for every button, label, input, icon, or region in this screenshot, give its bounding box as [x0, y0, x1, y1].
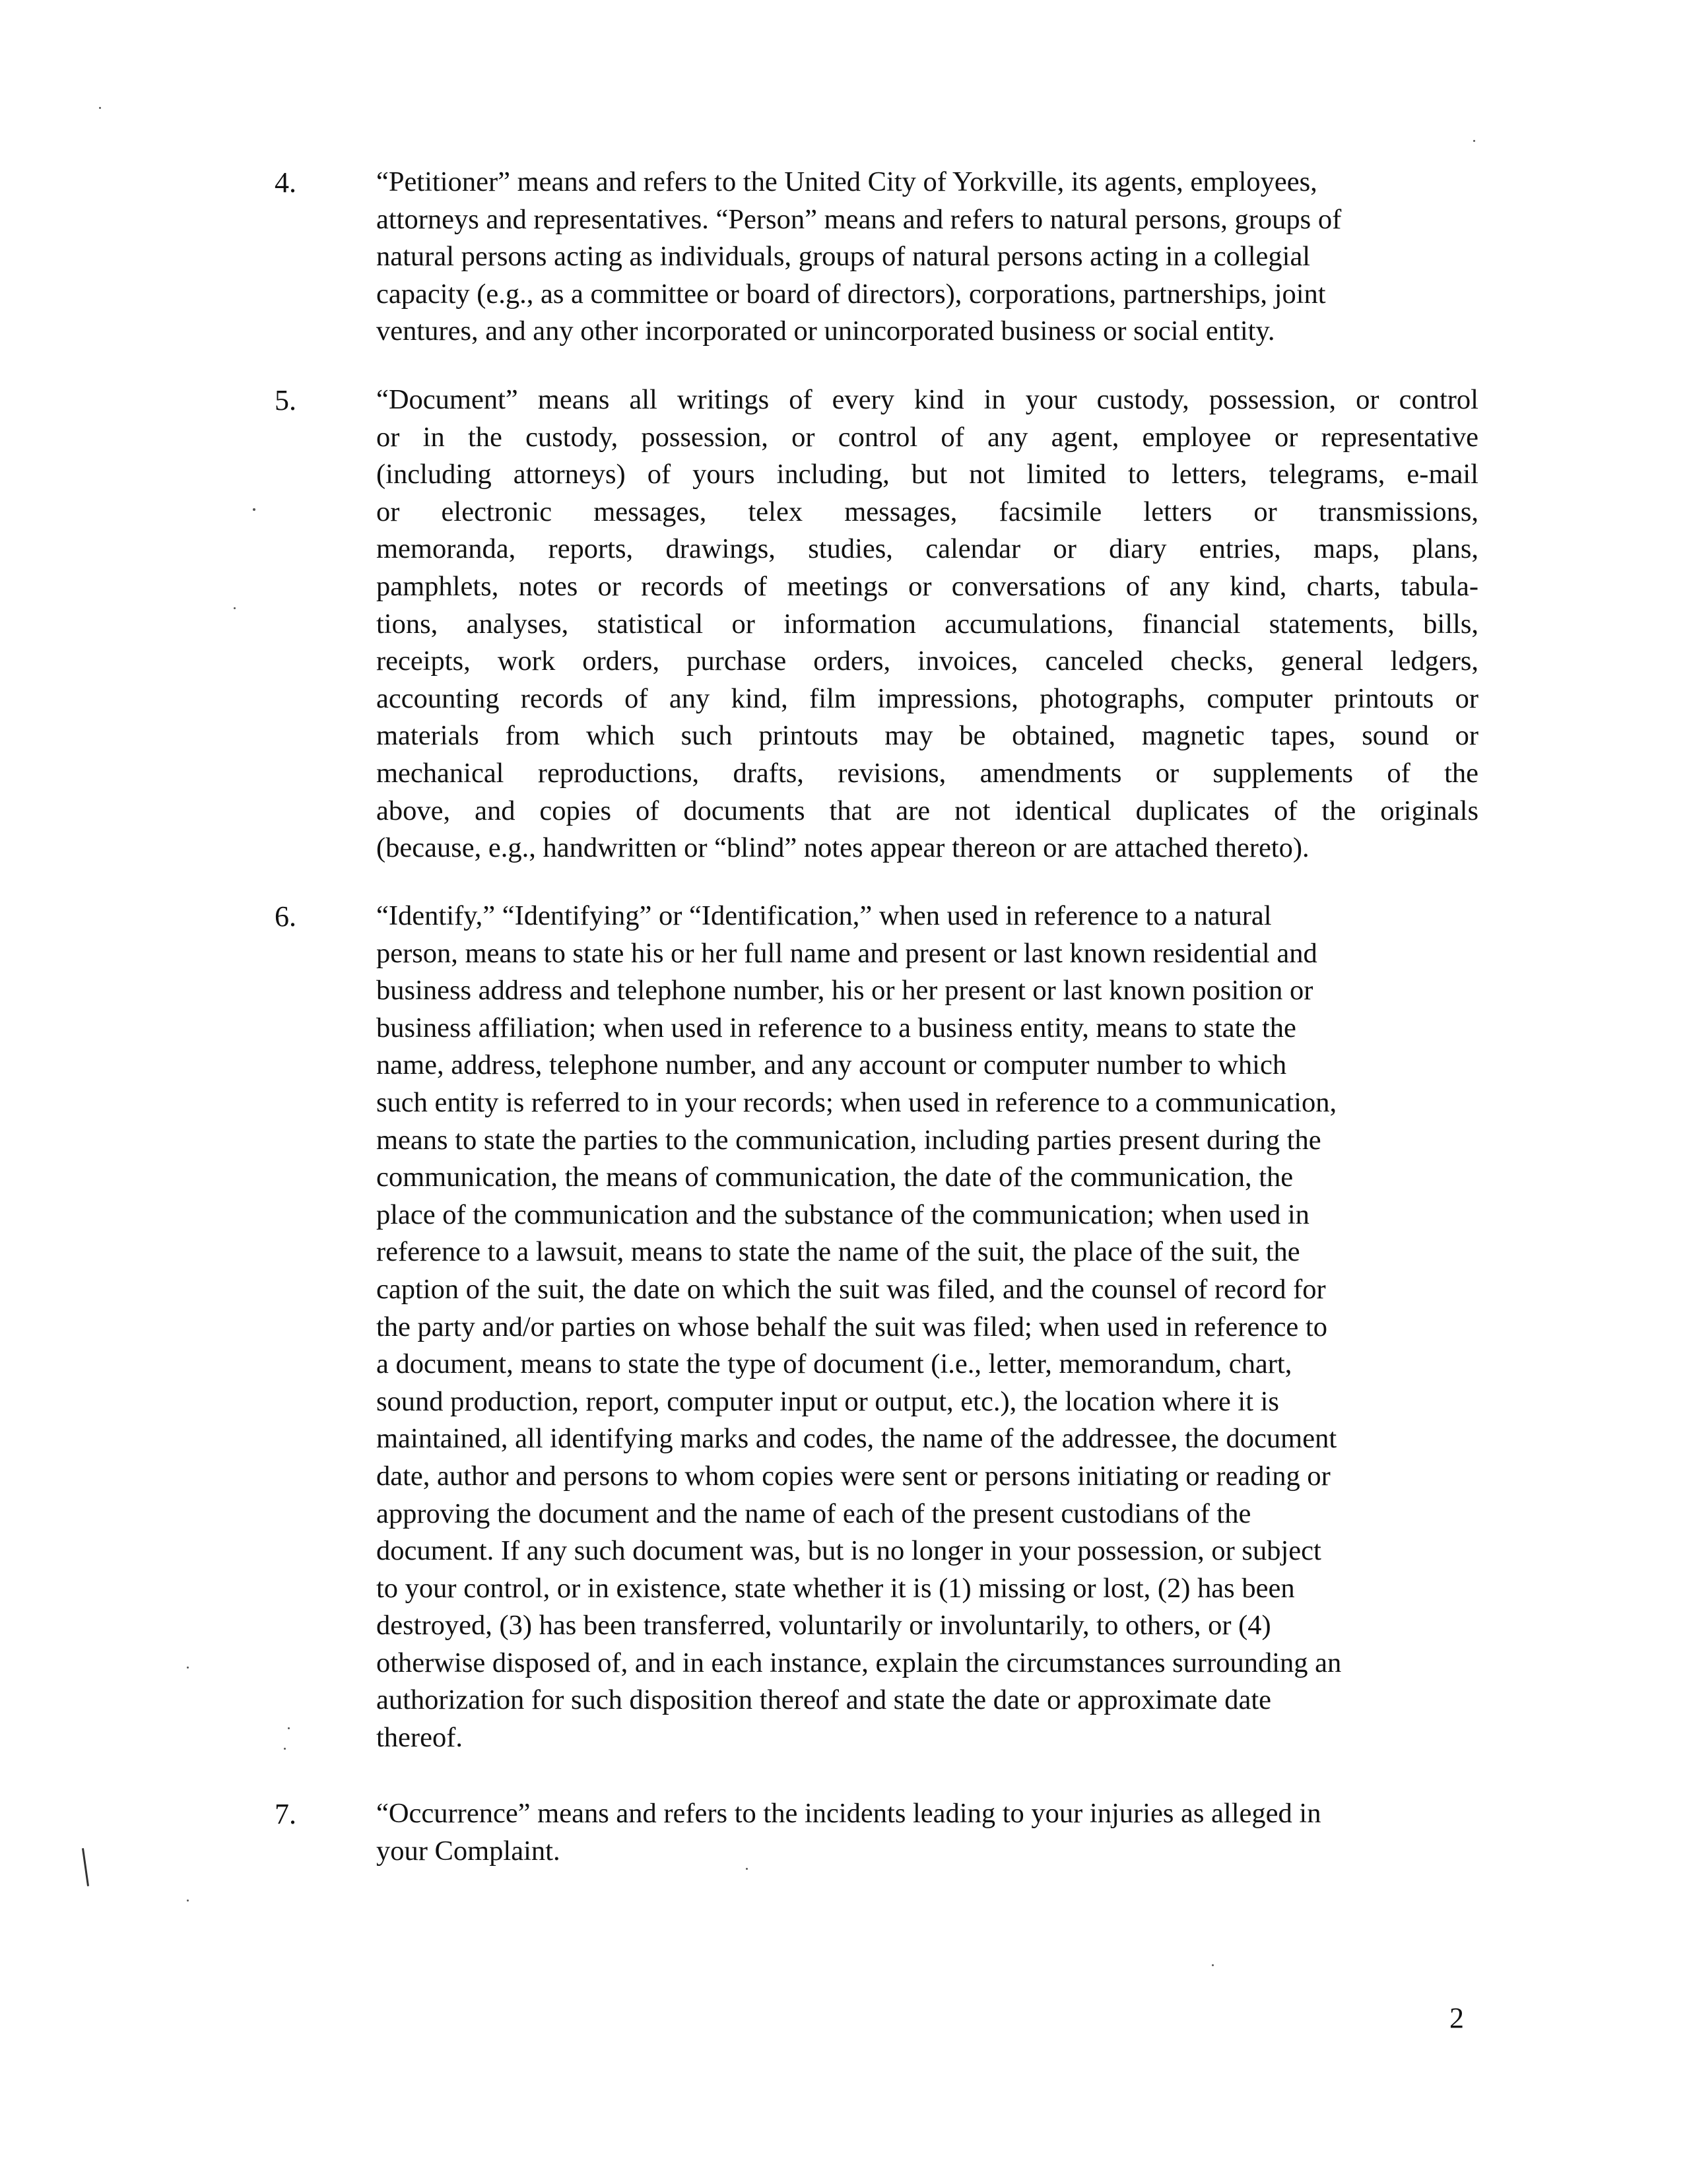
text-line: “Document” means all writings of every kind in your custody, possession, or control [376, 384, 1478, 415]
text-line: caption of the suit, the date on which the suit was filed, and the counsel of record for [376, 1273, 1326, 1305]
text-line: your Complaint. [376, 1835, 560, 1867]
text-line: natural persons acting as individuals, groups of natural persons acting in a collegial [376, 241, 1311, 273]
text-line: (because, e.g., handwritten or “blind” notes appear thereon or are attached thereto). [376, 832, 1310, 864]
text-line: (including attorneys) of yours including, but not limited to letters, telegrams, e-mail [376, 459, 1478, 490]
text-line: such entity is referred to in your records; when used in reference to a communication, [376, 1086, 1337, 1118]
item-number: 4. [275, 166, 296, 199]
text-line: maintained, all identifying marks and codes, the name of the addressee, the document [376, 1423, 1337, 1455]
text-line: “Occurrence” means and refers to the incidents leading to your injuries as alleged in [376, 1798, 1321, 1829]
scan-speck [187, 1900, 189, 1902]
text-line: sound production, report, computer input or output, etc.), the location where it is [376, 1385, 1279, 1417]
text-line: accounting records of any kind, film impressions, photographs, computer printouts or [376, 682, 1478, 714]
item-number: 7. [275, 1798, 296, 1830]
text-line: memoranda, reports, drawings, studies, calendar or diary entries, maps, plans, [376, 533, 1478, 565]
scan-speck [253, 508, 255, 511]
item-number: 6. [275, 900, 296, 933]
text-line: to your control, or in existence, state whether it is (1) missing or lost, (2) has been [376, 1572, 1295, 1604]
text-line: place of the communication and the substance of the communication; when used in [376, 1199, 1310, 1230]
scan-speck [1473, 140, 1475, 142]
text-line: above, and copies of documents that are not identical duplicates of the originals [376, 795, 1478, 826]
text-line: date, author and persons to whom copies were sent or persons initiating or reading or [376, 1460, 1331, 1492]
definition-text [376, 381, 1478, 867]
text-line: or electronic messages, telex messages, facsimile letters or transmissions, [376, 496, 1478, 527]
scan-speck [1212, 1964, 1214, 1966]
text-line: materials from which such printouts may be obtained, magnetic tapes, sound or [376, 720, 1478, 752]
text-line: receipts, work orders, purchase orders, invoices, canceled checks, general ledgers, [376, 645, 1478, 677]
text-line: “Petitioner” means and refers to the United City of Yorkville, its agents, employees, [376, 166, 1317, 197]
definition-text [376, 1795, 1478, 1870]
text-line: attorneys and representatives. “Person” means and refers to natural persons, groups of [376, 203, 1342, 235]
scan-speck [234, 607, 236, 609]
scan-speck [284, 1748, 286, 1750]
page-number: 2 [1449, 2002, 1464, 2034]
text-line: a document, means to state the type of document (i.e., letter, memorandum, chart, [376, 1348, 1292, 1380]
text-line: business address and telephone number, his or her present or last known position or [376, 975, 1313, 1007]
text-line: communication, the means of communication, the date of the communication, the [376, 1162, 1294, 1193]
text-line: document. If any such document was, but is no longer in your possession, or subject [376, 1535, 1321, 1567]
text-line: the party and/or parties on whose behalf the suit was filed; when used in reference to [376, 1311, 1327, 1342]
text-line: means to state the parties to the communication, including parties present during the [376, 1124, 1321, 1156]
text-line: pamphlets, notes or records of meetings or conversations of any kind, charts, tabula- [376, 570, 1478, 602]
text-line: authorization for such disposition thereof and state the date or approximate date [376, 1684, 1272, 1716]
text-line: name, address, telephone number, and any account or computer number to which [376, 1049, 1287, 1081]
scan-speck [99, 107, 101, 109]
scan-speck [288, 1727, 290, 1729]
text-line: person, means to state his or her full name and present or last known residential and [376, 937, 1317, 969]
definition-text [376, 164, 1478, 350]
definition-text [376, 898, 1478, 1757]
scan-speck [187, 1667, 189, 1669]
text-line: reference to a lawsuit, means to state the name of the suit, the place of the suit, the [376, 1236, 1300, 1268]
text-line: mechanical reproductions, drafts, revisions, amendments or supplements of the [376, 757, 1478, 789]
text-line: approving the document and the name of each of the present custodians of the [376, 1498, 1251, 1529]
scan-mark [82, 1848, 89, 1886]
text-line: or in the custody, possession, or control of any agent, employee or representative [376, 421, 1478, 453]
text-line: “Identify,” “Identifying” or “Identification,” when used in reference to a natural [376, 900, 1272, 931]
text-line: destroyed, (3) has been transferred, voluntarily or involuntarily, to others, or (4) [376, 1610, 1271, 1641]
text-line: tions, analyses, statistical or information accumulations, financial statements, bills, [376, 608, 1478, 640]
text-line: thereof. [376, 1722, 463, 1754]
text-line: capacity (e.g., as a committee or board of directors), corporations, partnerships, joint [376, 278, 1326, 310]
text-line: business affiliation; when used in reference to a business entity, means to state the [376, 1012, 1296, 1043]
item-number: 5. [275, 384, 296, 416]
scan-speck [746, 1868, 748, 1870]
text-line: otherwise disposed of, and in each instance, explain the circumstances surrounding an [376, 1647, 1342, 1678]
text-line: ventures, and any other incorporated or unincorporated business or social entity. [376, 315, 1275, 347]
